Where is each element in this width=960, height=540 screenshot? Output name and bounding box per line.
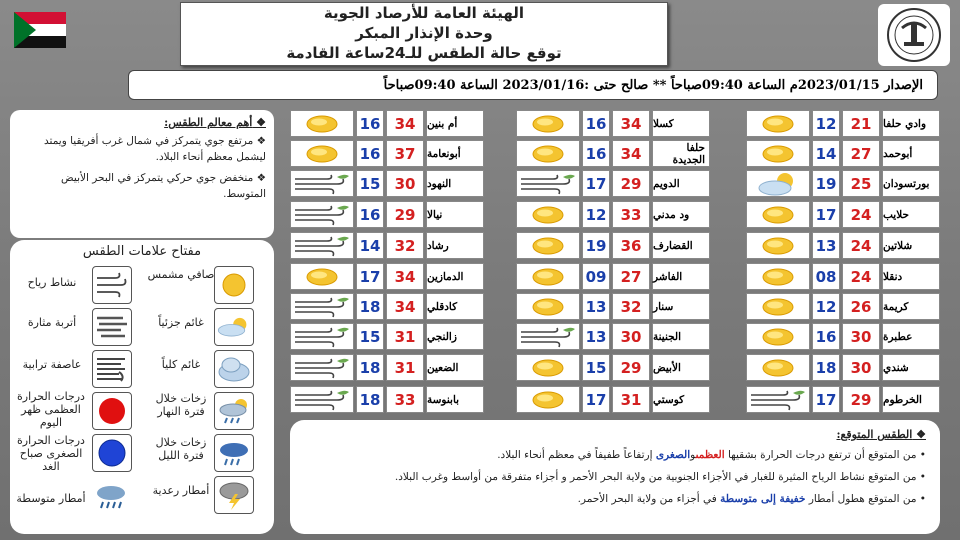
city-name: الفاشر (652, 263, 710, 290)
max-temp: 34 (386, 110, 424, 137)
min-temp: 12 (812, 110, 840, 137)
city-name: الدمازين (426, 263, 484, 290)
min-temp: 17 (582, 386, 610, 413)
city-name: كريمة (882, 293, 940, 320)
min-temp: 16 (582, 110, 610, 137)
legend-label: عاصفة ترابية (22, 358, 82, 371)
legend-label: غائم جزئياً (158, 316, 204, 329)
max-temp: 30 (842, 323, 880, 350)
wind-icon (290, 232, 354, 259)
wind-icon (290, 386, 354, 413)
wind-icon (290, 170, 354, 197)
expected-item: • من المتوقع هطول أمطار خفيفة إلى متوسطة في أجزاء من ولاية البحر الأحمر. (577, 493, 926, 505)
max-temp: 24 (842, 201, 880, 228)
sun-icon (516, 201, 580, 228)
expected-weather-panel (290, 420, 940, 534)
legend-day-showers-icon (214, 392, 254, 430)
max-temp: 34 (612, 110, 650, 137)
wind-icon (516, 170, 580, 197)
city-name: الضعين (426, 354, 484, 381)
features-item: ❖ مرتفع جوي يتمركز في شمال غرب أفريقيا ويمتد ليشمل معظم أنحاء البلاد. (44, 135, 266, 163)
legend-label: نشاط رياح (27, 276, 77, 289)
expected-item: • من المتوقع نشاط الرياح المثيرة للغبار في الأجزاء الجنوبية من ولاية البحر الأحمر و أجزاء متفرقة من أواسط وغرب البلاد. (394, 471, 926, 483)
min-temp: 13 (582, 293, 610, 320)
max-temp: 21 (842, 110, 880, 137)
max-temp: 27 (842, 140, 880, 167)
min-temp: 17 (356, 263, 384, 290)
sudan-flag (10, 6, 70, 54)
sun-icon (746, 293, 810, 320)
expected-item: • من المتوقع أن ترتفع درجات الحرارة بشقيها العظمىوالصغرى إرتفاعاً طفيفاً في معظم أنحاء البلاد. (497, 449, 926, 461)
city-name: زالنجي (426, 323, 484, 350)
legend-title: مفتاح علامات الطقس (82, 244, 202, 259)
legend-label: أتربة مثارة (27, 316, 77, 329)
sun-icon (290, 140, 354, 167)
city-name: بورتسودان (882, 170, 940, 197)
min-temp: 14 (812, 140, 840, 167)
city-name: سنار (652, 293, 710, 320)
legend-label: زخات خلال فترة النهار (155, 392, 207, 418)
legend-label: غائم كلياً (161, 358, 201, 371)
legend-thunder-icon (214, 476, 254, 514)
city-name: القضارف (652, 232, 710, 259)
header-forecast-title: توقع حالة الطقس للـ24ساعة القادمة (286, 44, 562, 62)
sun-icon (746, 110, 810, 137)
city-name: الجنينة (652, 323, 710, 350)
city-name: بابنوسة (426, 386, 484, 413)
legend-partly-cloudy-icon (214, 308, 254, 346)
max-temp: 24 (842, 232, 880, 259)
min-temp: 13 (812, 232, 840, 259)
max-temp: 34 (386, 293, 424, 320)
max-temp: 33 (386, 386, 424, 413)
sun-icon (516, 263, 580, 290)
max-temp: 29 (612, 354, 650, 381)
city-name: الأبيض (652, 354, 710, 381)
min-temp: 09 (582, 263, 610, 290)
min-temp: 16 (356, 110, 384, 137)
max-temp: 34 (612, 140, 650, 167)
issue-validity-bar: الإصدار 2023/01/15م الساعة 09:40صباحاً ** صالح حتى :2023/01/16 الساعة 09:40صباحاً (128, 70, 938, 100)
min-temp: 17 (582, 170, 610, 197)
min-temp: 18 (356, 354, 384, 381)
max-temp: 32 (612, 293, 650, 320)
max-temp: 26 (842, 293, 880, 320)
city-name: كسلا (652, 110, 710, 137)
max-temp: 24 (842, 263, 880, 290)
sun-icon (516, 386, 580, 413)
max-temp: 30 (386, 170, 424, 197)
sun-icon (290, 110, 354, 137)
min-temp: 13 (582, 323, 610, 350)
min-temp: 19 (582, 232, 610, 259)
city-name: حلايب (882, 201, 940, 228)
wind-icon (290, 354, 354, 381)
max-temp: 31 (386, 354, 424, 381)
city-name: نيالا (426, 201, 484, 228)
sun-icon (516, 354, 580, 381)
legend-label: درجات الحرارة العظمى ظهر اليوم (17, 390, 85, 429)
sun-icon (290, 263, 354, 290)
legend-sun-icon (214, 266, 254, 304)
header-box (180, 2, 668, 66)
city-name: عطبرة (882, 323, 940, 350)
weather-legend-panel (10, 240, 274, 534)
legend-wind-icon (92, 266, 132, 304)
min-temp: 14 (356, 232, 384, 259)
header-title: الهيئة العامة للأرصاد الجوية (323, 4, 525, 22)
weather-features-panel (10, 110, 274, 238)
sun-icon (746, 263, 810, 290)
header-subtitle: وحدة الإنذار المبكر (355, 24, 493, 42)
legend-red-circle-icon (92, 392, 132, 430)
city-name: ود مدني (652, 201, 710, 228)
legend-label: أمطار رعدية (152, 484, 210, 497)
city-name: رشاد (426, 232, 484, 259)
legend-blue-circle-icon (92, 434, 132, 472)
min-temp: 15 (356, 323, 384, 350)
partly-cloudy-icon (746, 170, 810, 197)
legend-cloudy-icon (214, 350, 254, 388)
legend-dust-icon (92, 308, 132, 346)
min-temp: 16 (582, 140, 610, 167)
city-name: أبوحمد (882, 140, 940, 167)
wind-icon (290, 293, 354, 320)
legend-night-showers-icon (214, 434, 254, 472)
sun-icon (746, 201, 810, 228)
min-temp: 12 (812, 293, 840, 320)
min-temp: 16 (356, 140, 384, 167)
expected-title: ❖ الطقس المتوقع: (836, 428, 926, 441)
max-temp: 31 (612, 386, 650, 413)
legend-label: صافي مشمس (147, 268, 215, 281)
max-temp: 34 (386, 263, 424, 290)
city-name: النهود (426, 170, 484, 197)
wind-icon (516, 323, 580, 350)
city-name: شلاتين (882, 232, 940, 259)
city-name: الدويم (652, 170, 710, 197)
legend-label: زخات خلال فترة الليل (155, 436, 207, 462)
city-name: أم بنين (426, 110, 484, 137)
min-temp: 19 (812, 170, 840, 197)
min-temp: 16 (812, 323, 840, 350)
city-name: دنقلا (882, 263, 940, 290)
city-name: كوستي (652, 386, 710, 413)
min-temp: 18 (356, 386, 384, 413)
min-temp: 08 (812, 263, 840, 290)
max-temp: 29 (386, 201, 424, 228)
max-temp: 27 (612, 263, 650, 290)
legend-label: أمطار متوسطة (16, 492, 86, 505)
max-temp: 31 (386, 323, 424, 350)
city-name: وادي حلفا (882, 110, 940, 137)
legend-dust-storm-icon (92, 350, 132, 388)
city-name: كادقلي (426, 293, 484, 320)
city-name: الخرطوم (882, 386, 940, 413)
features-item: ❖ منخفض جوي حركي يتمركز في البحر الأبيض المتوسط. (61, 172, 266, 200)
min-temp: 17 (812, 201, 840, 228)
max-temp: 30 (612, 323, 650, 350)
max-temp: 32 (386, 232, 424, 259)
min-temp: 12 (582, 201, 610, 228)
sun-icon (746, 354, 810, 381)
max-temp: 29 (842, 386, 880, 413)
min-temp: 16 (356, 201, 384, 228)
city-name: أبونعامة (426, 140, 484, 167)
max-temp: 29 (612, 170, 650, 197)
max-temp: 30 (842, 354, 880, 381)
legend-label: درجات الحرارة الصغرى صباح الغد (17, 434, 85, 473)
meteorological-authority-logo (878, 4, 950, 66)
sun-icon (746, 323, 810, 350)
max-temp: 37 (386, 140, 424, 167)
features-title: ❖ أهم معالم الطقس: (164, 116, 266, 129)
wind-icon (290, 323, 354, 350)
legend-rain-icon (92, 480, 130, 516)
sun-icon (746, 140, 810, 167)
min-temp: 17 (812, 386, 840, 413)
max-temp: 33 (612, 201, 650, 228)
city-name: شندي (882, 354, 940, 381)
min-temp: 18 (812, 354, 840, 381)
wind-icon (290, 201, 354, 228)
min-temp: 15 (356, 170, 384, 197)
max-temp: 25 (842, 170, 880, 197)
sun-icon (516, 140, 580, 167)
min-temp: 15 (582, 354, 610, 381)
sun-icon (516, 232, 580, 259)
sun-icon (516, 110, 580, 137)
min-temp: 18 (356, 293, 384, 320)
sun-icon (516, 293, 580, 320)
sun-icon (746, 232, 810, 259)
city-name: حلفا الجديدة (652, 140, 710, 167)
max-temp: 36 (612, 232, 650, 259)
wind-icon (746, 386, 810, 413)
